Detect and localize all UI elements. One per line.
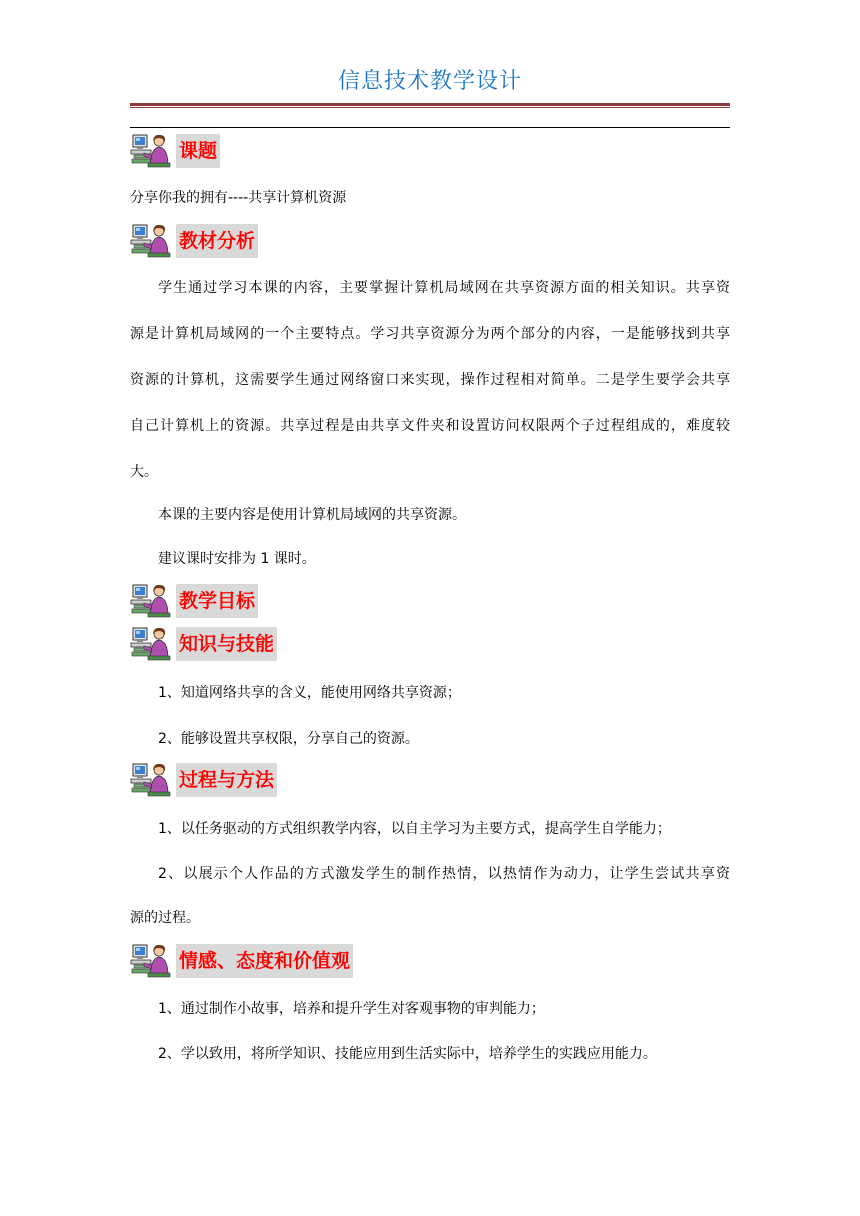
- topic-text: 分享你我的拥有----共享计算机资源: [130, 190, 347, 206]
- analysis-line-5: 大。: [130, 464, 158, 480]
- emotion-item-1: 1、通过制作小故事，培养和提升学生对客观事物的审判能力；: [158, 1001, 545, 1017]
- computer-user-icon: [130, 223, 172, 259]
- header-rule-thick: [130, 103, 730, 106]
- section-heading-text: 课题: [176, 134, 220, 168]
- computer-user-icon: [130, 762, 172, 798]
- emotion-item-2: 2、学以致用，将所学知识、技能应用到生活实际中，培养学生的实践应用能力。: [158, 1046, 657, 1062]
- process-item-2-line-1: 2、以展示个人作品的方式激发学生的制作热情，以热情作为动力，让学生尝试共享资: [158, 866, 730, 882]
- computer-user-icon: [130, 133, 172, 169]
- document-header-title: 信息技术教学设计: [337, 69, 522, 94]
- analysis-main-content: 本课的主要内容是使用计算机局域网的共享资源。: [158, 507, 466, 523]
- computer-user-icon: [130, 626, 172, 662]
- section-heading-text: 知识与技能: [176, 627, 277, 661]
- section-heading-text: 过程与方法: [176, 763, 277, 797]
- section-heading-topic: [130, 133, 220, 169]
- section-heading-text: 教学目标: [176, 584, 258, 618]
- section-heading-text: 情感、态度和价值观: [176, 944, 353, 978]
- process-item-2-line-2: 源的过程。: [130, 910, 200, 926]
- body-top-rule: [130, 127, 730, 128]
- analysis-line-2: 源是计算机局域网的一个主要特点。学习共享资源分为两个部分的内容，一是能够找到共享: [130, 326, 730, 342]
- computer-user-icon: [130, 583, 172, 619]
- header-rule-thin: [130, 107, 730, 108]
- analysis-line-4: 自己计算机上的资源。共享过程是由共享文件夹和设置访问权限两个子过程组成的，难度较: [130, 418, 730, 434]
- section-heading-knowledge: [130, 626, 277, 662]
- computer-user-icon: [130, 943, 172, 979]
- knowledge-item-1: 1、知道网络共享的含义，能使用网络共享资源；: [158, 685, 461, 701]
- knowledge-item-2: 2、能够设置共享权限，分享自己的资源。: [158, 731, 419, 747]
- section-heading-text: 教材分析: [176, 224, 258, 258]
- analysis-line-1: 学生通过学习本课的内容，主要掌握计算机局域网在共享资源方面的相关知识。共享资: [158, 280, 730, 296]
- section-heading-goals: [130, 583, 258, 619]
- section-heading-analysis: [130, 223, 258, 259]
- process-item-1: 1、以任务驱动的方式组织教学内容，以自主学习为主要方式，提高学生自学能力；: [158, 821, 671, 837]
- section-heading-emotion: [130, 943, 353, 979]
- analysis-hours: 建议课时安排为 1 课时。: [158, 551, 316, 567]
- analysis-line-3: 资源的计算机，这需要学生通过网络窗口来实现，操作过程相对简单。二是学生要学会共享: [130, 372, 730, 388]
- section-heading-process: [130, 762, 277, 798]
